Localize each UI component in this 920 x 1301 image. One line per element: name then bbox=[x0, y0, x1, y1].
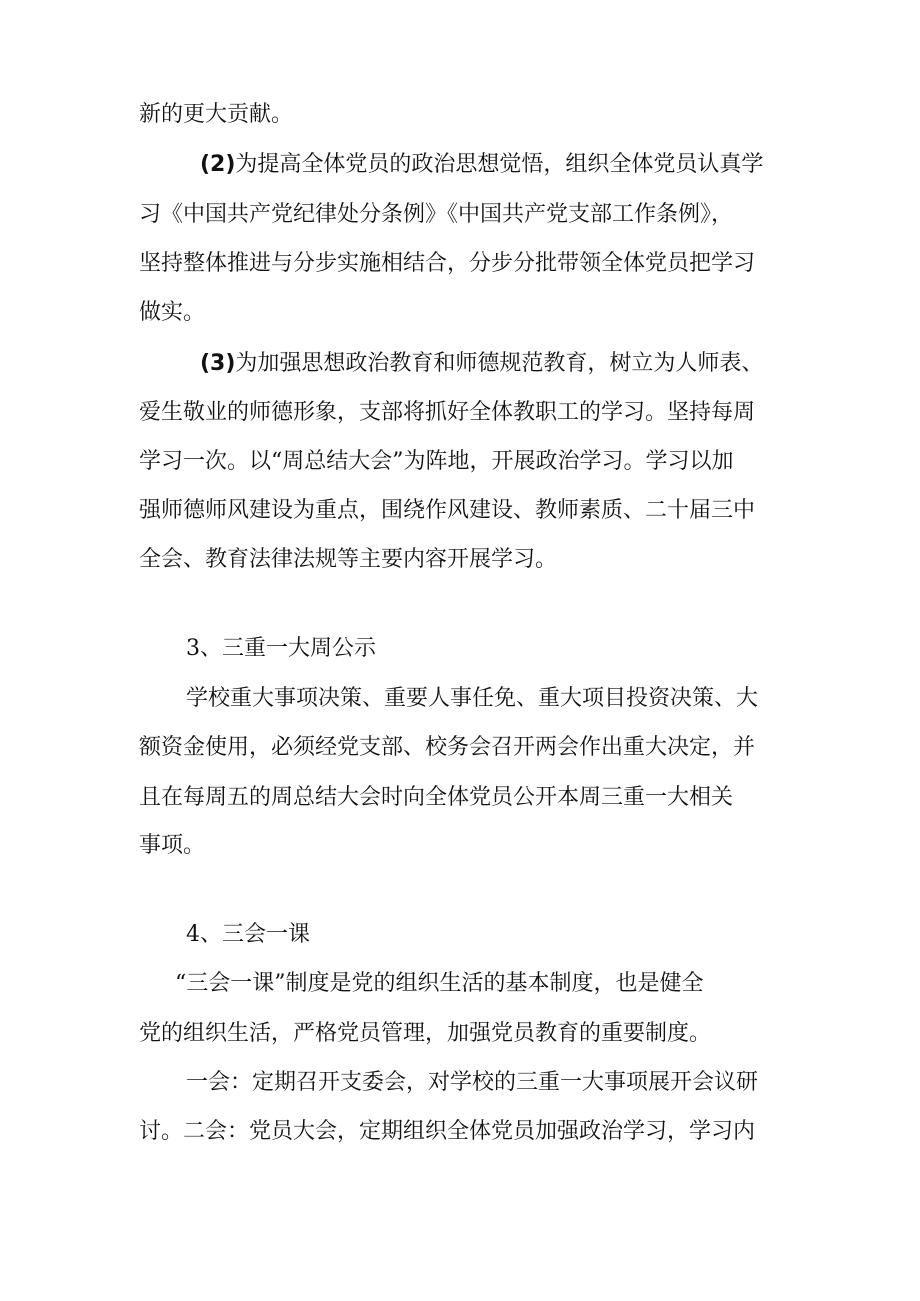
paragraph-line: 全会、教育法律法规等主要内容开展学习。 bbox=[139, 547, 558, 572]
paragraph-line: 且在每周五的周总结大会时向全体党员公开本周三重一大相关 bbox=[139, 785, 734, 810]
item-number: (2) bbox=[200, 152, 236, 177]
paragraph-text: 为加强思想政治教育和师德规范教育，树立为人师表、 bbox=[235, 351, 764, 376]
paragraph-line: 强师德师风建设为重点，围绕作风建设、教师素质、二十届三中 bbox=[139, 498, 756, 523]
paragraph-line: 做实。 bbox=[139, 300, 206, 325]
paragraph-line: 学校重大事项决策、重要人事任免、重大项目投资决策、大 bbox=[186, 686, 759, 711]
paragraph-line: 一会：定期召开支委会，对学校的三重一大事项展开会议研 bbox=[186, 1070, 759, 1095]
paragraph-line: 额资金使用，必须经党支部、校务会召开两会作出重大决定，并 bbox=[139, 735, 756, 760]
paragraph-line: 坚持整体推进与分步实施相结合，分步分批带领全体党员把学习 bbox=[139, 251, 756, 276]
paragraph-line: “三会一课”制度是党的组织生活的基本制度，也是健全 bbox=[175, 971, 704, 996]
paragraph-text: 为提高全体党员的政治思想觉悟，组织全体党员认真学 bbox=[235, 152, 764, 177]
paragraph-line: 学习一次。以“周总结大会”为阵地，开展政治学习。学习以加 bbox=[139, 449, 734, 474]
paragraph-line: 讨。二会：党员大会，定期组织全体党员加强政治学习，学习内 bbox=[139, 1119, 756, 1144]
paragraph-line: 党的组织生活，严格党员管理，加强党员教育的重要制度。 bbox=[139, 1021, 712, 1046]
section-heading: 3、三重一大周公示 bbox=[186, 636, 376, 661]
paragraph-line: 习《中国共产党纪律处分条例》《中国共产党支部工作条例》， bbox=[139, 202, 734, 227]
item-number: (3) bbox=[200, 351, 236, 376]
section-heading: 4、三会一课 bbox=[186, 922, 310, 947]
paragraph-line bbox=[200, 150, 920, 180]
paragraph-line bbox=[200, 349, 920, 379]
paragraph-line: 爱生敬业的师德形象，支部将抓好全体教职工的学习。坚持每周 bbox=[139, 400, 756, 425]
paragraph-line: 新的更大贡献。 bbox=[139, 102, 294, 127]
paragraph-line: 事项。 bbox=[139, 833, 206, 858]
